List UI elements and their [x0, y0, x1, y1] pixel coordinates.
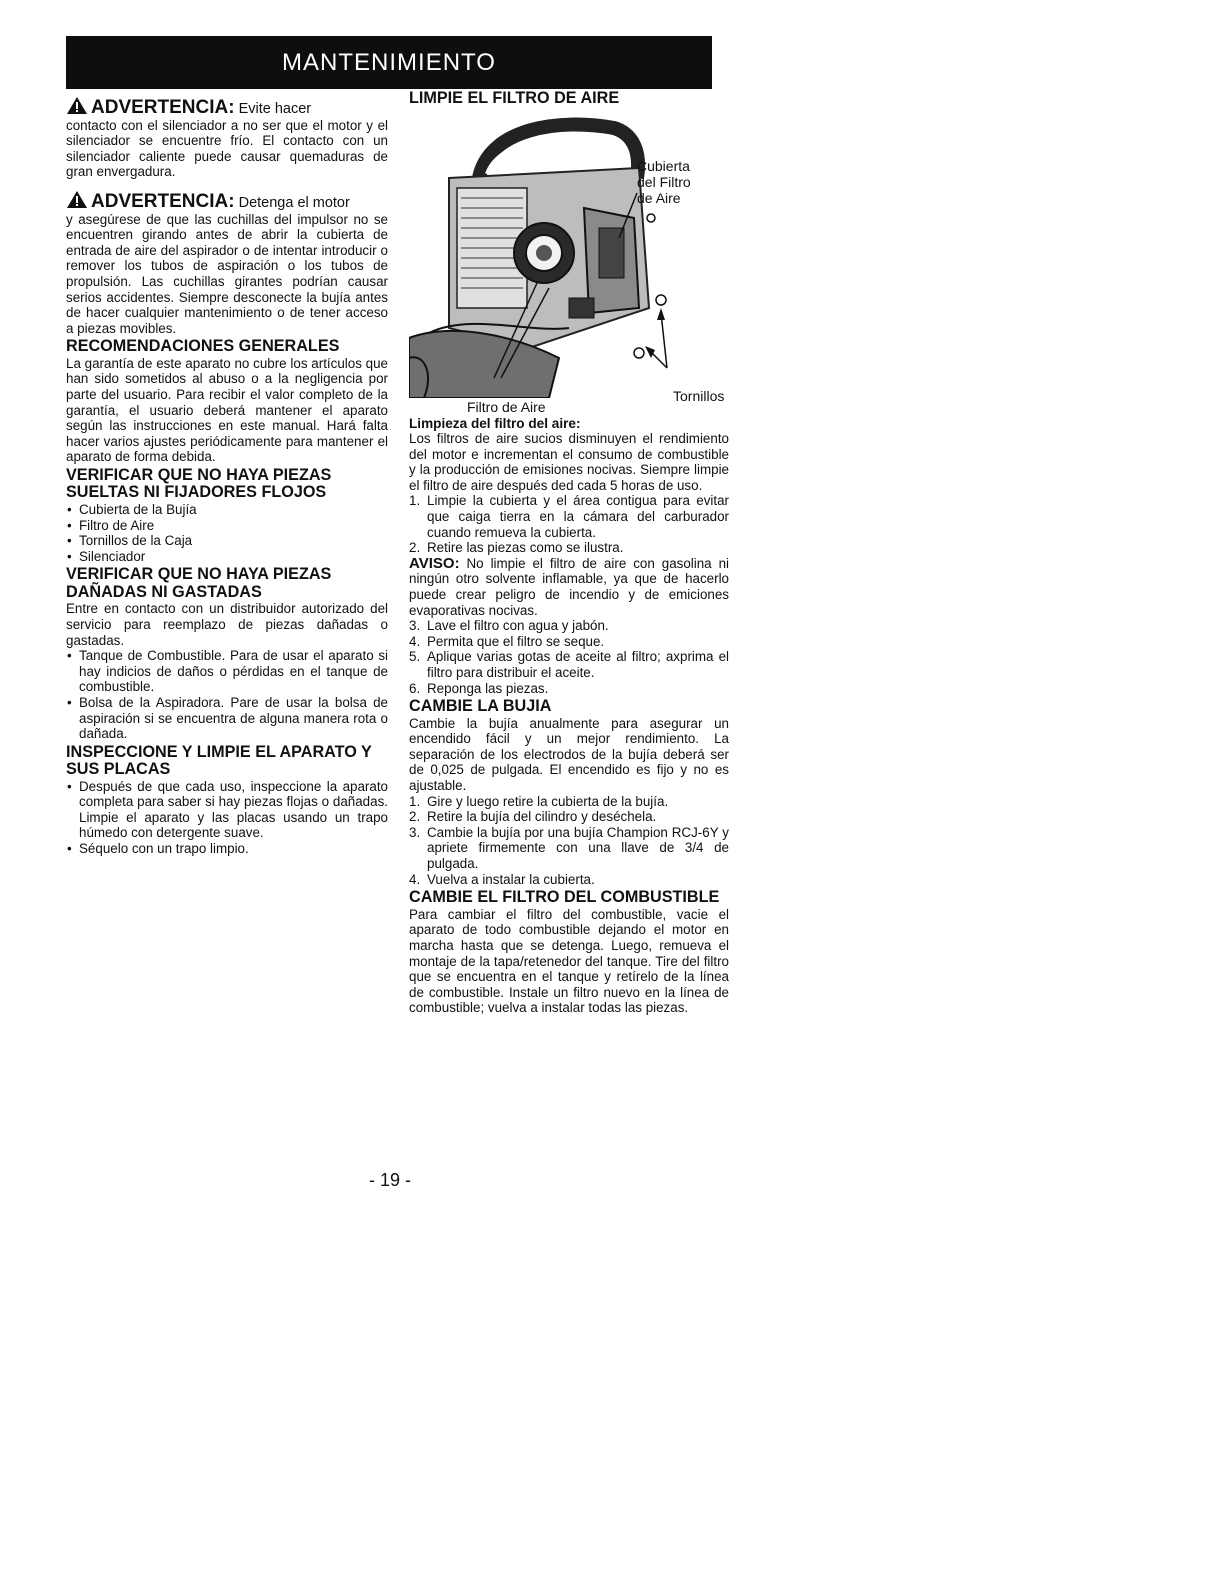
loose-parts-list — [66, 502, 388, 564]
step-number: 1. — [409, 793, 421, 809]
air-filter-subheading: Limpieza del filtro del aire: — [409, 415, 581, 431]
blower-illustration — [409, 108, 729, 398]
warning-label: ADVERTENCIA: — [91, 190, 235, 212]
step-text: Retire la bujía del cilindro y deséchela. — [427, 809, 657, 825]
fuel-filter-text: Para cambiar el filtro del combustible, vacie el aparato de todo combustible dejando el motor en marcha hasta que se detenga. Luego, remueva el montaje de la tapa/retenedor del tanque. Tire del filtro que se encuentra en el tanque y retírelo de la línea de combustible. Instale un filtro nuevo en la línea de combustible; vuelva a instalar todas las piezas. — [409, 906, 729, 1016]
heading-inspect: INSPECCIONE Y LIMPIE EL APARATO Y SUS PLACAS — [66, 742, 372, 779]
heading-fuel-filter: CAMBIE EL FILTRO DEL COMBUSTIBLE — [409, 888, 720, 907]
list-item: • Tornillos de la Caja — [66, 533, 388, 549]
list-item: • Séquelo con un trapo limpio. — [66, 841, 388, 857]
list-item — [409, 649, 729, 680]
step-number: 4. — [409, 633, 421, 649]
step-number: 6. — [409, 680, 421, 696]
step-text: Permita que el filtro se seque. — [427, 633, 605, 649]
step-number: 5. — [409, 649, 421, 665]
warning-lead: Detenga el motor — [234, 194, 350, 211]
spark-plug-text: Cambie la bujía anualmente para asegurar un encendido fácil y un mejor rendimiento. La separación de los electrodos de la bujía deberá ser de 0,025 de pulgada. El encendido es fijo y no es ajustable. — [409, 715, 729, 794]
list-item — [409, 809, 729, 825]
step-text: Retire las piezas como se ilustra. — [427, 540, 624, 556]
notice-text: No limpie el filtro de aire con gasolina ni ningún otro solvente inflamable, ya que de hacerlo puede crear peligro de incendio y de emiciones evaporativas nocivas. — [409, 555, 729, 618]
page-number: - 19 - — [368, 1170, 411, 1190]
step-number: 3. — [409, 824, 421, 840]
list-item — [409, 794, 729, 810]
list-item — [409, 634, 729, 650]
heading-general: RECOMENDACIONES GENERALES — [66, 337, 340, 356]
warning-muffler — [66, 96, 388, 180]
list-item: • Bolsa de la Aspiradora. Pare de usar la bolsa de aspiración si se encuentra de alguna manera rota o dañada. — [66, 695, 388, 742]
list-item: • Cubierta de la Bujía — [66, 502, 388, 518]
figure-label-filter: Filtro de Aire — [467, 398, 546, 415]
spark-plug-steps — [409, 794, 729, 888]
step-number: 2. — [409, 540, 421, 556]
warning-text: contacto con el silenciador a no ser que el motor y el silenciador se encuentre frío. El contacto con un silenciador caliente puede causar quemaduras de gran envergadura. — [66, 117, 388, 180]
step-text: Vuelva a instalar la cubierta. — [427, 871, 595, 887]
step-number: 1. — [409, 493, 421, 509]
warning-lead: Evite hacer — [234, 101, 312, 117]
list-item: • Tanque de Combustible. Para de usar el aparato si hay indicios de daños o pérdidas en el tanque de combustible. — [66, 648, 388, 695]
list-item — [409, 493, 729, 540]
list-item: • Después de que cada uso, inspeccione la aparato completa para saber si hay piezas flojas o dañadas. Limpie el aparato y las placas usando un trapo húmedo con detergente suave. — [66, 779, 388, 841]
step-text: Gire y luego retire la cubierta de la bujía. — [427, 793, 669, 809]
damaged-text: Entre en contacto con un distribuidor autorizado del servicio para reemplazo de piezas dañadas o gastadas. — [66, 601, 388, 648]
step-number: 2. — [409, 809, 421, 825]
warning-label: ADVERTENCIA: — [91, 97, 235, 118]
list-item — [409, 872, 729, 888]
warning-icon — [66, 96, 88, 115]
right-column — [409, 90, 729, 1016]
step-number: 3. — [409, 618, 421, 634]
figure-label-screws: Tornillos — [673, 387, 725, 404]
air-filter-steps-a — [409, 493, 729, 555]
warning-impeller — [66, 190, 388, 336]
step-text: Limpie la cubierta y el área contigua para evitar que caiga tierra en la cámara del carburador cuando remueva la cubierta. — [427, 493, 729, 540]
list-item: • Silenciador — [66, 549, 388, 565]
inspect-list — [66, 779, 388, 857]
list-item — [409, 618, 729, 634]
notice-label: AVISO: — [409, 554, 460, 572]
warning-icon — [66, 190, 88, 209]
list-item — [409, 540, 729, 556]
air-filter-figure — [409, 108, 729, 415]
step-number: 4. — [409, 871, 421, 887]
notice — [409, 556, 729, 618]
list-item: • Filtro de Aire — [66, 518, 388, 534]
step-text: Cambie la bujía por una bujía Champion RCJ-6Y y apriete firmemente con una llave de 3/4 de pulgada. — [427, 824, 729, 872]
heading-spark-plug: CAMBIE LA BUJIA — [409, 697, 552, 716]
general-text: La garantía de este aparato no cubre los artículos que han sido sometidos al abuso o a la negligencia por parte del usuario. Para recibir el valor completo de la garantía, el usuario deberá mantener el aparato según las instrucciones en este manual. Hará falta hacer varios ajustes periódicamente para mantener el aparato de forma debida. — [66, 355, 388, 465]
step-text: Reponga las piezas. — [427, 680, 549, 696]
list-item — [409, 681, 729, 697]
step-text: Aplique varias gotas de aceite al filtro; axprima el filtro para distribuir el aceite. — [427, 649, 729, 680]
left-column — [66, 90, 388, 857]
warning-text: y asegúrese de que las cuchillas del impulsor no se encuentren girando antes de abrir la cubierta de entrada de aire del aspirador o de intentar introducir o remover los tubos de aspiración o los tubos de propulsión. Las cuchillas girantes podrían causar serios accidentes. Siempre desconecte la bujía antes de hacer cualquier mantenimiento o de tener acceso a piezas movibles. — [66, 211, 388, 336]
air-filter-steps-b — [409, 618, 729, 696]
step-text: Lave el filtro con agua y jabón. — [427, 618, 609, 634]
heading-loose-parts: VERIFICAR QUE NO HAYA PIEZAS SUELTAS NI FIJADORES FLOJOS — [66, 465, 332, 502]
air-filter-text: Los filtros de aire sucios disminuyen el rendimiento del motor e incrementan el consumo de combustible y la producción de emisiones nocivas. Siempre limpie el filtro de aire después ded cada 5 horas de uso. — [409, 431, 729, 493]
heading-air-filter: LIMPIE EL FILTRO DE AIRE — [409, 89, 620, 107]
list-item — [409, 825, 729, 872]
section-banner: MANTENIMIENTO — [66, 36, 712, 89]
damaged-parts-list — [66, 648, 388, 742]
figure-label-cover: Cubierta del Filtro de Aire — [637, 157, 691, 206]
heading-damaged-parts: VERIFICAR QUE NO HAYA PIEZAS DAÑADAS NI GASTADAS — [66, 565, 332, 601]
